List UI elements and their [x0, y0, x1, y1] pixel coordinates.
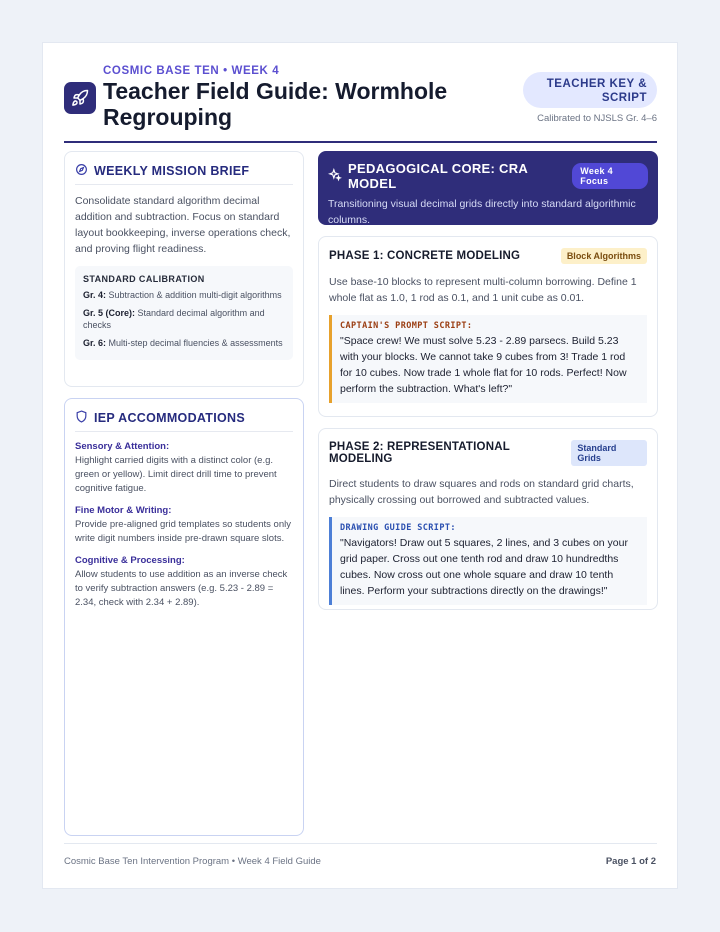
phase-2-card [318, 428, 658, 610]
core-text: Transitioning visual decimal grids directly into standard algorithmic columns. [328, 198, 636, 226]
weekly-mission-brief-card [64, 151, 304, 387]
drawing-guide-script [329, 517, 647, 605]
standard-calibration-box [75, 266, 293, 360]
brief-body: Consolidate standard algorithm decimal addition and subtraction. Focus on standard layout bookkeeping, inverse operations check, and proving flight readiness. [75, 195, 291, 255]
phase-1-tag: Block Algorithms [561, 248, 647, 264]
page-title: Teacher Field Guide: Wormhole Regrouping [103, 78, 448, 130]
calibration-item: Gr. 6: Multi-step decimal fluencies & assessments [83, 337, 283, 348]
calibration-item: Gr. 4: Subtraction & addition multi-digit algorithms [83, 290, 282, 300]
phase-2-title: PHASE 2: REPRESENTATIONAL MODELING [329, 441, 510, 465]
iep-section: Fine Motor & Writing: Provide pre-aligned grid templates so students only write digit numbers inside pre-drawn square slots. [75, 505, 291, 544]
script-label: CAPTAIN'S PROMPT SCRIPT: [340, 321, 473, 331]
calibration-note: Calibrated to NJSLS Gr. 4–6 [537, 113, 657, 124]
footer-program-name: Cosmic Base Ten Intervention Program • Week 4 Field Guide [64, 856, 321, 867]
phase-2-tag: Standard Grids [571, 440, 647, 466]
rocket-icon [64, 82, 96, 114]
script-text: "Navigators! Draw out 5 squares, 2 lines, and 3 cubes on your grid paper. Cross out one tenth rod and draw 10 hundredths cubes. Now cross out one whole square and draw 10 tenth lines. Perform your subtractions directly on the drawings!" [340, 537, 628, 597]
header-subtitle: COSMIC BASE TEN • WEEK 4 [103, 65, 280, 77]
page-number: Page 1 of 2 [605, 856, 656, 867]
header-divider [64, 141, 657, 143]
pedagogical-core-card [318, 151, 658, 225]
iep-section: Sensory & Attention: Highlight carried digits with a distinct color (e.g. green or yellow). Limit direct drill time to prevent cognitive fatigue. [75, 441, 277, 494]
brief-title: WEEKLY MISSION BRIEF [75, 163, 293, 185]
script-text: "Space crew! We must solve 5.23 - 2.89 parsecs. Build 5.23 with your blocks. We cannot take 9 cubes from 3! Trade 1 rod for 10 cubes. Now trade 1 whole flat for 10 rods. Perfect! Now perform the subtraction. What's left?" [340, 335, 627, 395]
compass-icon [75, 163, 88, 179]
calibration-title: STANDARD CALIBRATION [83, 274, 205, 284]
calibration-item: Gr. 5 (Core): Standard decimal algorithm and checks [83, 307, 265, 330]
phase-2-body: Direct students to draw squares and rods on standard grid charts, physically crossing out borrowed and subtracted values. [329, 478, 634, 506]
core-title: PEDAGOGICAL CORE: CRA MODEL Week 4 Focus [328, 161, 648, 191]
footer-divider [64, 843, 657, 844]
phase-1-card [318, 236, 658, 417]
page-header [64, 65, 657, 143]
iep-title: IEP ACCOMMODATIONS [75, 410, 293, 432]
phase-1-body: Use base-10 blocks to represent multi-column borrowing. Define 1 whole flat as 1.0, 1 rod as 0.1, and 1 unit cube as 0.01. [329, 276, 637, 304]
teacher-key-badge: TEACHER KEY & SCRIPT [523, 72, 657, 108]
phase-1-title: PHASE 1: CONCRETE MODELING [329, 250, 521, 262]
sparkle-icon [328, 168, 342, 185]
shield-icon [75, 410, 88, 426]
iep-accommodations-card [64, 398, 304, 836]
captain-prompt-script [329, 315, 647, 403]
document-page [42, 42, 678, 889]
week-focus-badge: Week 4 Focus [572, 163, 648, 189]
iep-section: Cognitive & Processing: Allow students to use addition as an inverse check to verify subtraction answers (e.g. 5.23 - 2.89 = 2.34, check with 2.34 + 2.89). [75, 555, 288, 608]
script-label: DRAWING GUIDE SCRIPT: [340, 523, 456, 533]
